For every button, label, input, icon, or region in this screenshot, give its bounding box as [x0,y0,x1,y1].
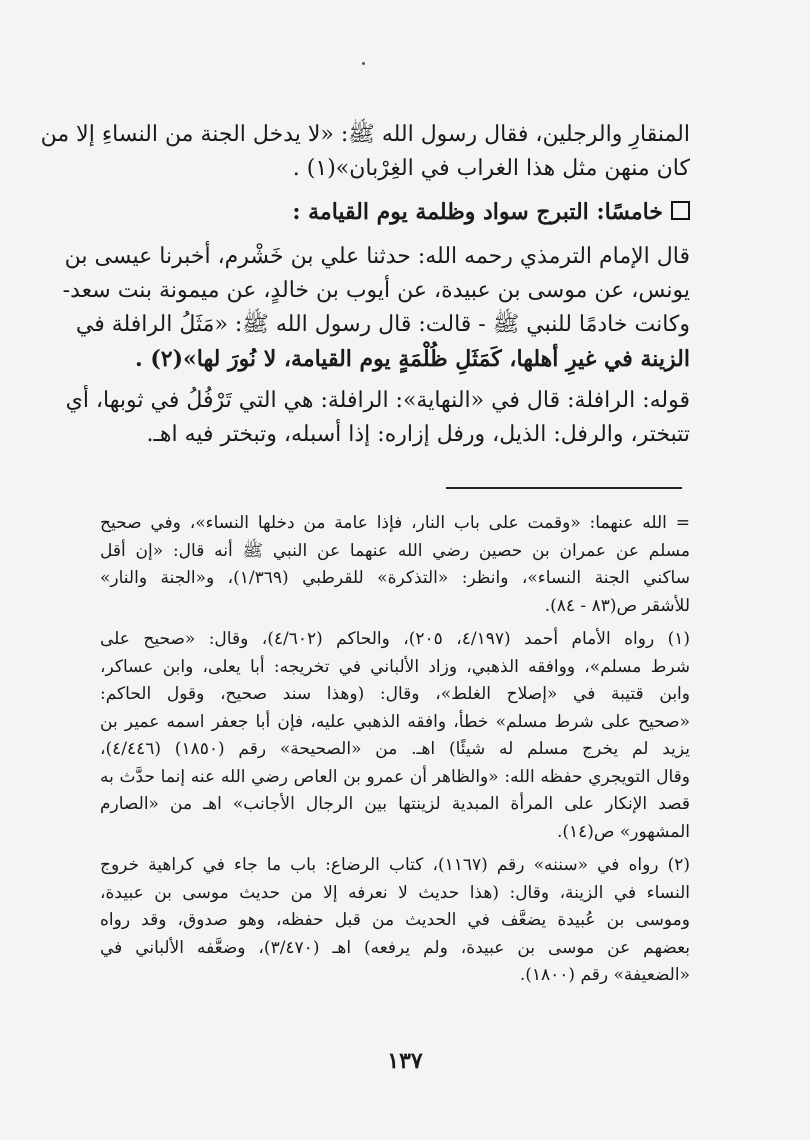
intro-paragraph [40,118,690,186]
section-heading-text: خامسًا: التبرج سواد وظلمة يوم القيامة : [292,199,663,225]
footnotes [100,510,690,996]
text-line: كان منهن مثل هذا الغراب في الغِرْبان»(١) . [292,156,690,181]
footnote-line: (٢) رواه في «سننه» رقم (١١٦٧)، كتاب الرضاع: باب ما جاء في كراهية خروج [100,855,691,875]
text-line: قال الإمام الترمذي رحمه الله: حدثنا علي بن خَشْرم، أخبرنا عيسى بن [64,244,690,269]
footnote-line: «صحيح على شرط مسلم» خطأ، وافقه الذهبي عليه، فإن أبا جعفر اسمه عمير بن [100,711,690,732]
main-text [40,118,690,460]
text-line: الزينة في غيرِ أهلها، كَمَثَلِ ظُلْمَةٍ يوم القيامة، لا نُورَ لها»(٢) . [135,346,690,372]
footnote-line: «الضعيفة» رقم (١٨٠٠). [519,965,690,985]
footnote-line: ساكني الجنة النساء»، وانظر: «التذكرة» للقرطبي (١/٣٦٩)، و«الجنة والنار» [100,568,690,588]
footnote-line: وابن قتيبة في «إصلاح الغلط»، وقال: (وهذا سند صحيح، وقول الحاكم: [100,684,690,704]
text-line: يونس، عن موسى بن عبيدة، عن أيوب بن خالدٍ، عن ميمونة بنت سعد- [62,278,690,303]
speck [362,62,365,65]
text-line: قوله: الرافلة: قال في «النهاية»: الرافلة: هي التي تَرْفُلُ في ثوبها، أي [65,388,690,413]
page-number: ١٣٧ [387,1048,423,1074]
footnote-line: المشهور» ص(١٤). [556,821,690,842]
footnote-line: وموسى بن عُبيدة يضعَّف في الحديث من قبل حفظه، وهو صدوق، وقد رواه [100,910,690,930]
checkbox-square-icon [671,201,690,220]
footnote-line: (١) رواه الأمام أحمد (٤/١٩٧، ٢٠٥)، والحاكم (٤/٦٠٢)، وقال: «صحيح على [100,629,691,649]
text-line: المنقارِ والرجلين، فقال رسول الله ﷺ: «لا يدخل الجنة من النساءِ إلا من [40,122,690,147]
footnote-line: يزيد لم يخرج مسلم له شيئًا) اهـ. من «الصحيحة» رقم (١٨٥٠) (٤/٤٤٦)، [100,739,690,759]
footnote-line: قصد الإنكار على المرأة المبدية لزينتها بين الرجال الأجانب» اهـ من «الصارم [100,794,690,814]
footnote-line: للأشقر ص(٨٣ - ٨٤). [544,595,690,616]
hadith-paragraph [62,240,690,376]
footnote-continued [100,510,690,620]
footnote-line: النساء في الزينة، وقال: (هذا حديث لا نعرفه إلا من حديث موسى بن عبيدة، [100,882,690,903]
footnote-divider [446,487,682,489]
footnote-line: شرط مسلم»، ووافقه الذهبي، وزاد الألباني في تخريجه: أبا يعلى، وابن عساكر، [100,656,690,677]
explanation-paragraph [65,384,690,452]
section-heading [80,194,690,230]
footnote-2 [100,852,690,990]
footnote-line: مسلم عن عمران بن حصين رضي الله عنهما عن النبي ﷺ أنه قال: «إن أقل [100,540,690,561]
footnote-line: وقال التويجري حفظه الله: «والظاهر أن عمرو بن العاص رضي الله عنه إنما حدَّث به [100,766,690,787]
footnote-1 [100,626,690,846]
text-line: تتبختر، والرفل: الذيل، ورفل إزاره: إذا أسبله، وتبختر فيه اهـ. [146,422,690,447]
text-line: وكانت خادمًا للنبي ﷺ - قالت: قال رسول الله ﷺ: «مَثَلُ الرافلة في [75,312,690,337]
footnote-line: بعضهم عن موسى بن عبيدة، ولم يرفعه) اهـ (٣/٤٧٠)، وضعَّفه الألباني في [100,937,690,958]
footnote-line: = الله عنهما: «وقمت على باب النار، فإذا عامة من دخلها النساء»، وفي صحيح [100,513,690,533]
